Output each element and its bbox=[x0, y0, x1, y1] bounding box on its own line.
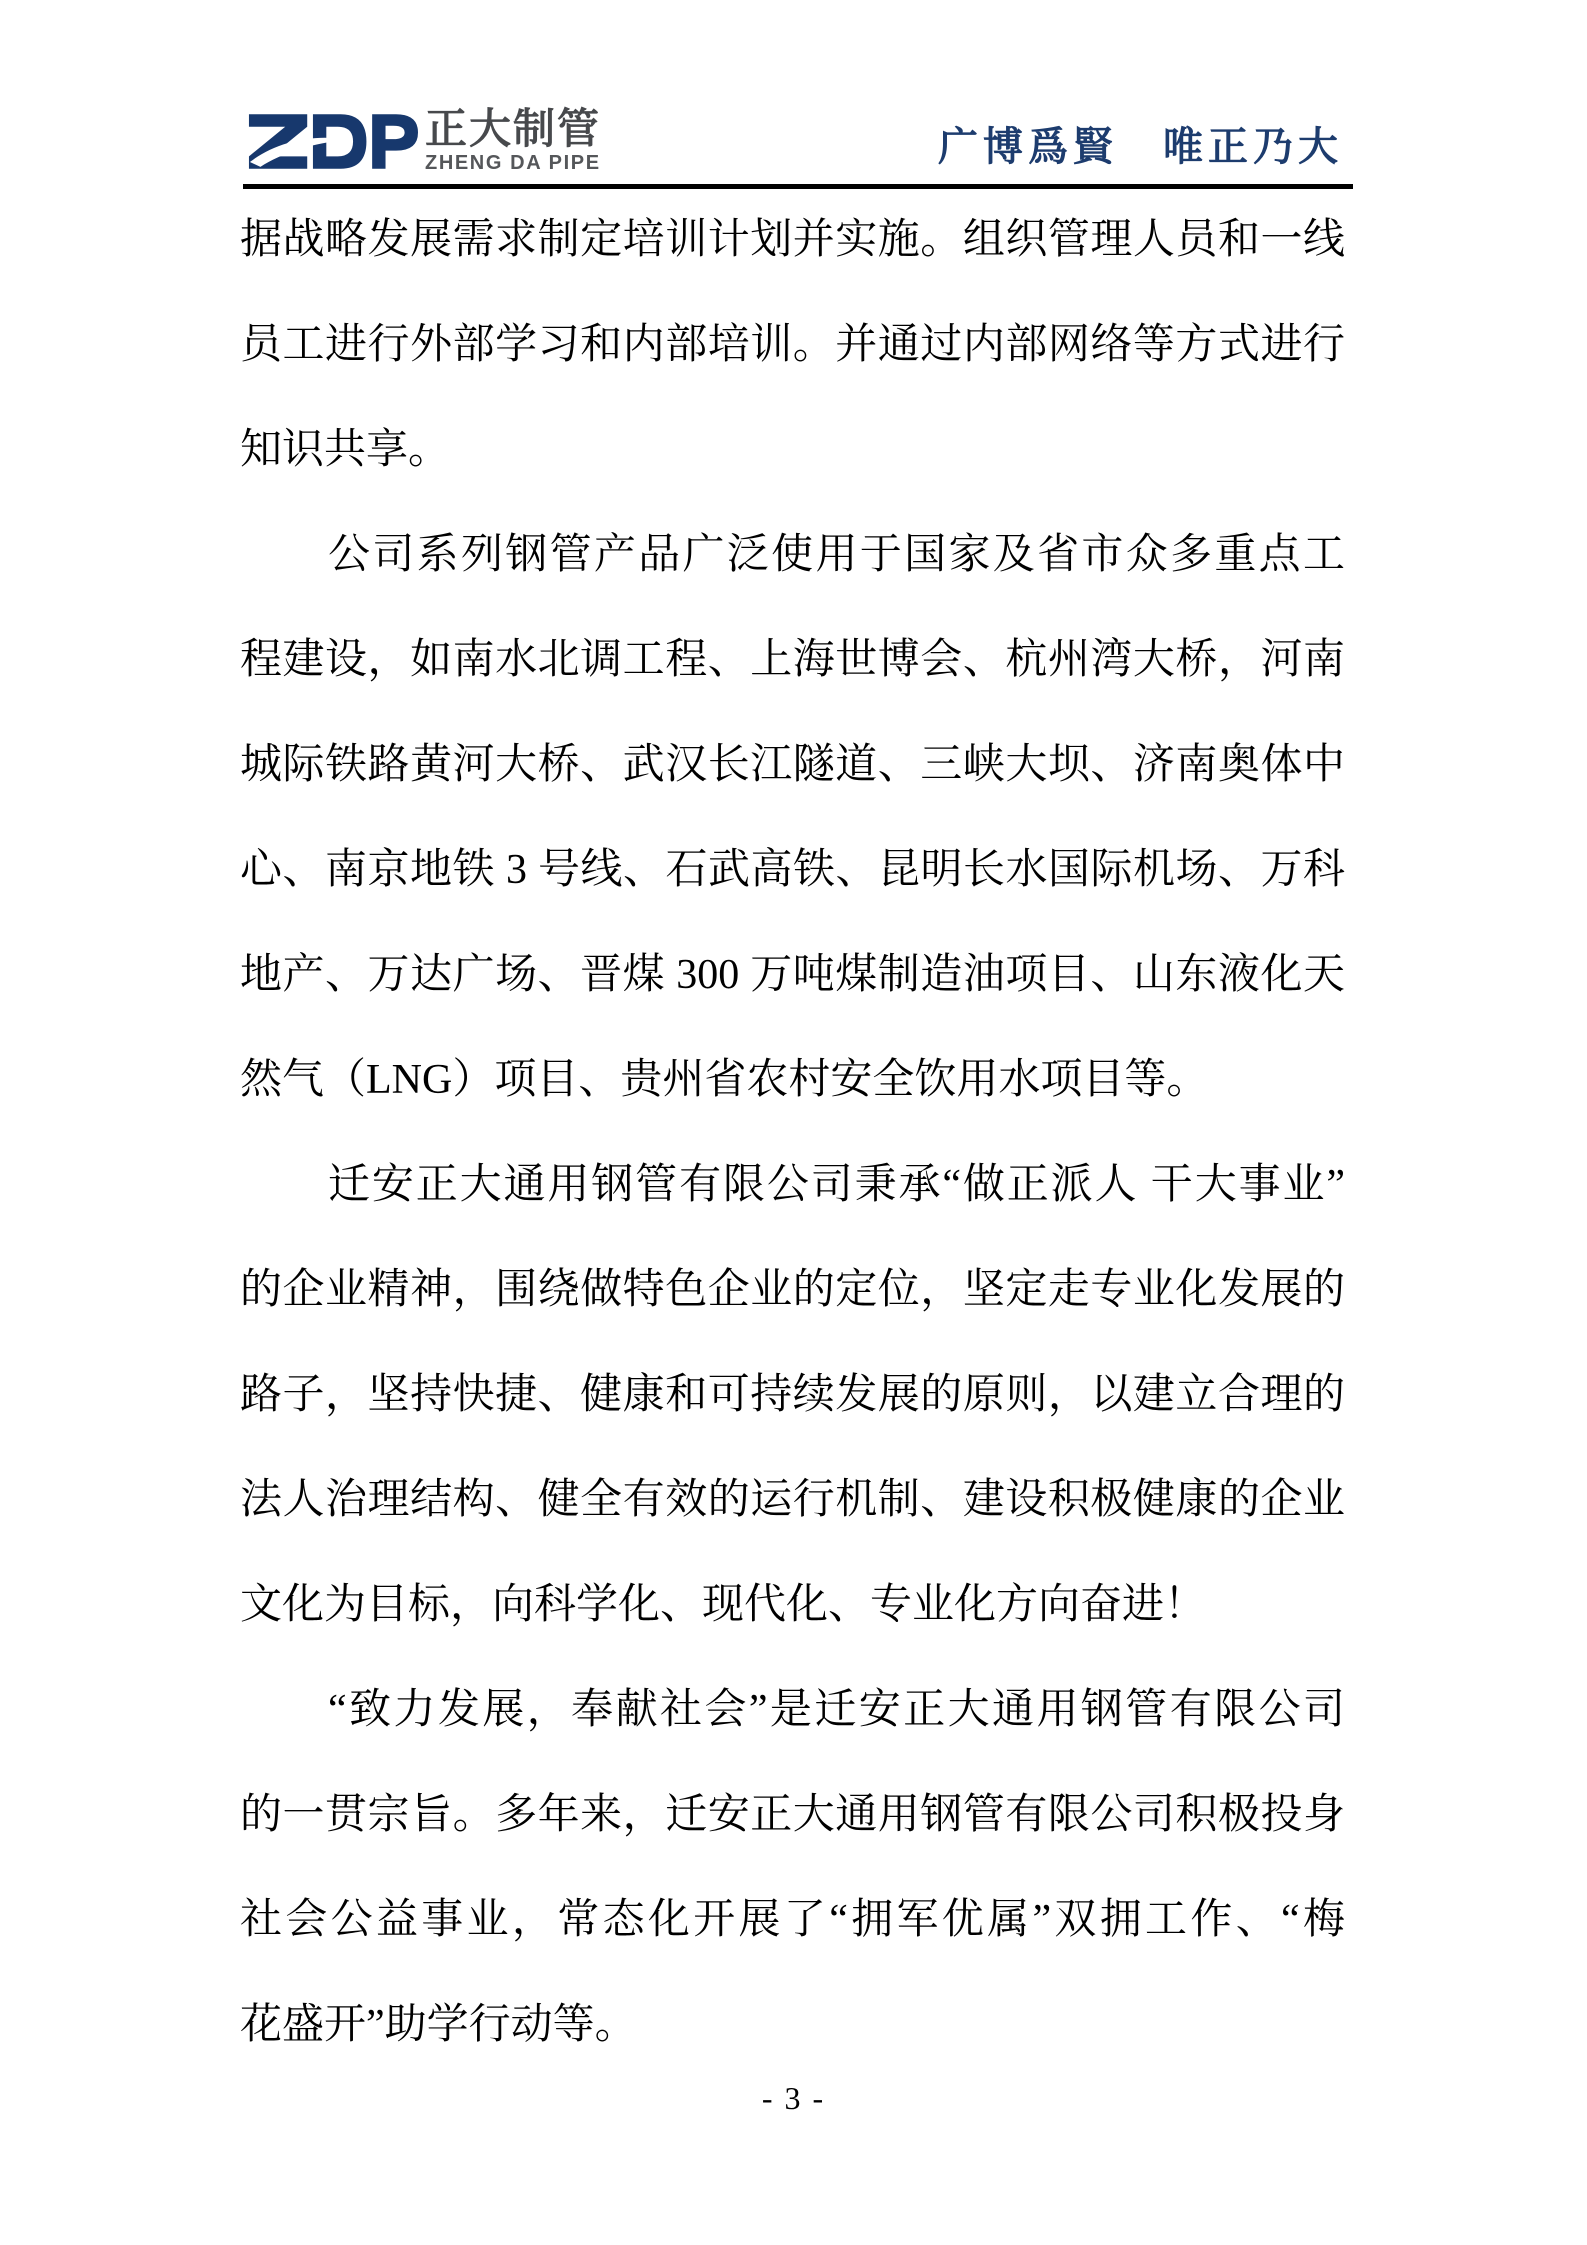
body-line: 据战略发展需求制定培训计划并实施。组织管理人员和一线 bbox=[240, 217, 1345, 263]
body-line: 地产、万达广场、晋煤 300 万吨煤制造油项目、山东液化天 bbox=[240, 952, 1345, 998]
body-line: 的企业精神，围绕做特色企业的定位，坚定走专业化发展的 bbox=[240, 1267, 1345, 1313]
company-slogan: 广博爲賢 唯正乃大 bbox=[938, 124, 1343, 169]
body-line: 然气（LNG）项目、贵州省农村安全饮用水项目等。 bbox=[240, 1057, 1209, 1103]
brand-name-cn: 正大制管 bbox=[425, 105, 602, 152]
body-line: “致力发展，奉献社会”是迁安正大通用钢管有限公司 bbox=[328, 1687, 1345, 1733]
body-line: 知识共享。 bbox=[240, 427, 451, 473]
body-line: 文化为目标，向科学化、现代化、专业化方向奋进！ bbox=[240, 1582, 1207, 1628]
body-line: 员工进行外部学习和内部培训。并通过内部网络等方式进行 bbox=[240, 322, 1345, 368]
zdp-logo-icon bbox=[248, 113, 418, 171]
body-line: 心、南京地铁 3 号线、石武高铁、昆明长水国际机场、万科 bbox=[240, 847, 1345, 893]
page-number: - 3 - bbox=[761, 2080, 826, 2116]
body-line: 公司系列钢管产品广泛使用于国家及省市众多重点工 bbox=[328, 532, 1345, 578]
page-header bbox=[0, 0, 1587, 190]
brand-name-en: ZHENG DA PIPE bbox=[425, 152, 601, 174]
body-line: 的一贯宗旨。多年来，迁安正大通用钢管有限公司积极投身 bbox=[240, 1792, 1345, 1838]
body-line: 法人治理结构、健全有效的运行机制、建设积极健康的企业 bbox=[240, 1477, 1345, 1523]
body-line: 迁安正大通用钢管有限公司秉承“做正派人 干大事业” bbox=[328, 1162, 1345, 1208]
brand-block bbox=[425, 105, 602, 174]
body-line: 社会公益事业，常态化开展了“拥军优属”双拥工作、“梅 bbox=[240, 1897, 1345, 1943]
body-line: 程建设，如南水北调工程、上海世博会、杭州湾大桥，河南 bbox=[240, 637, 1345, 683]
body-line: 花盛开”助学行动等。 bbox=[240, 2002, 637, 2048]
body-lines bbox=[240, 188, 1345, 2078]
body-line: 路子，坚持快捷、健康和可持续发展的原则，以建立合理的 bbox=[240, 1372, 1345, 1418]
zdp-logo bbox=[248, 113, 418, 171]
body-line: 城际铁路黄河大桥、武汉长江隧道、三峡大坝、济南奥体中 bbox=[240, 742, 1345, 788]
